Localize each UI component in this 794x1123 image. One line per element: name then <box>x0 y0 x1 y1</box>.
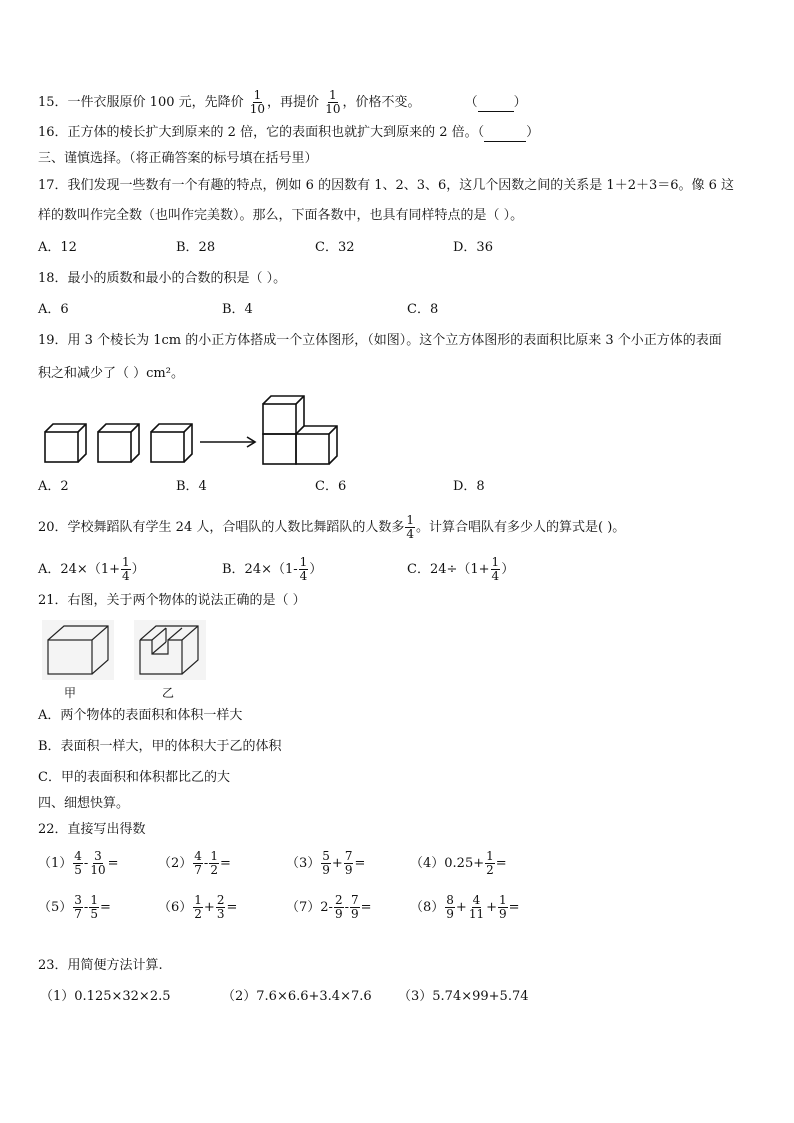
q19-line2: 积之和减少了（ ）cm²。 <box>38 366 184 381</box>
q22-item: （1） $\frac{4}{5}$ - $\frac{3}{10}$ = <box>38 849 119 877</box>
fraction: $\frac{1}{10}$ <box>249 88 266 116</box>
cube <box>151 424 192 462</box>
stacked-cubes <box>263 396 337 464</box>
fraction: $\frac{7}{9}$ <box>350 893 359 921</box>
q20-option-a[interactable]: A．24×（1+ $\frac{1}{4}$ ） <box>38 555 145 583</box>
q21: 21．右图，关于两个物体的说法正确的是（ ） <box>38 593 306 608</box>
fraction: $\frac{2}{9}$ <box>334 893 343 921</box>
fraction: $\frac{1}{5}$ <box>90 893 98 921</box>
q19-option-a[interactable]: A．2 <box>38 479 69 494</box>
q17-option-a[interactable]: A．12 <box>38 240 77 255</box>
arrow-icon <box>200 437 255 447</box>
fraction: $\frac{1}{4}$ <box>299 555 308 583</box>
q19-line1: 19．用 3 个棱长为 1cm 的小正方体搭成一个立体图形，（如图）。这个立方体图形的表面积比原来 3 个小正方体的表面 <box>38 333 722 348</box>
fraction: $\frac{8}{9}$ <box>446 893 454 921</box>
q22-item: （6） $\frac{1}{2}$ + $\frac{2}{3}$ = <box>158 893 238 921</box>
fraction: $\frac{1}{9}$ <box>499 893 507 921</box>
fraction: $\frac{3}{7}$ <box>74 893 82 921</box>
answer-blank[interactable] <box>484 125 526 142</box>
q18-option-c[interactable]: C．8 <box>407 302 439 317</box>
fraction: $\frac{1}{4}$ <box>406 513 414 541</box>
q17-line2: 样的数叫作完全数（也叫作完美数）。那么，下面各数中，也具有同样特点的是（ ）。 <box>38 208 524 223</box>
q23-item-2: （2）7.6×6.6+3.4×7.6 <box>222 989 372 1004</box>
q23-title: 23．用简便方法计算. <box>38 958 163 973</box>
caption-yi: 乙 <box>162 686 175 700</box>
q16: 16．正方体的棱长扩大到原来的 2 倍，它的表面积也就扩大到原来的 2 倍。（ ） <box>38 125 540 140</box>
q17-option-d[interactable]: D．36 <box>453 240 493 255</box>
cubes-figure <box>40 392 350 464</box>
fraction: $\frac{1}{10}$ <box>325 88 341 116</box>
q23-item-1: （1）0.125×32×2.5 <box>40 989 171 1004</box>
fraction: $\frac{1}{4}$ <box>122 555 130 583</box>
fraction: $\frac{1}{4}$ <box>491 555 500 583</box>
q17-option-b[interactable]: B．28 <box>176 240 216 255</box>
q20: 20．学校舞蹈队有学生 24 人，合唱队的人数比舞蹈队的人数多 $\frac{1}{4}$ 。计算合唱队有多少人的算式是( )。 <box>38 513 626 541</box>
q17-option-c[interactable]: C．32 <box>315 240 355 255</box>
q19-option-b[interactable]: B．4 <box>176 479 207 494</box>
q22-item: （5） $\frac{3}{7}$ - $\frac{1}{5}$ = <box>38 893 111 921</box>
fraction: $\frac{1}{2}$ <box>210 849 218 877</box>
caption-jia: 甲 <box>64 686 77 700</box>
q18: 18．最小的质数和最小的合数的积是（ ）。 <box>38 271 287 286</box>
answer-blank[interactable] <box>478 95 514 112</box>
q21-option-b[interactable]: B．表面积一样大，甲的体积大于乙的体积 <box>38 739 282 754</box>
cube <box>45 424 86 462</box>
fraction: $\frac{4}{5}$ <box>74 849 82 877</box>
q20-option-b[interactable]: B．24×（1- $\frac{1}{4}$ ） <box>222 555 323 583</box>
q18-option-b[interactable]: B．4 <box>222 302 253 317</box>
section-3-heading: 三、谨慎选择。（将正确答案的标号填在括号里） <box>38 151 318 166</box>
section-4-heading: 四、细想快算。 <box>38 796 130 811</box>
q19-option-c[interactable]: C．6 <box>315 479 347 494</box>
q21-option-c[interactable]: C．甲的表面积和体积都比乙的大 <box>38 770 230 785</box>
q17-line1: 17．我们发现一些数有一个有趣的特点，例如 6 的因数有 1、2、3、6，这几个因数之间的关系是 1＋2＋3＝6。像 6 这 <box>38 178 735 193</box>
q19-option-d[interactable]: D．8 <box>453 479 485 494</box>
cube <box>98 424 139 462</box>
fraction: $\frac{5}{9}$ <box>322 849 330 877</box>
q22-item: （7）2- $\frac{2}{9}$ - $\frac{7}{9}$ = <box>286 893 372 921</box>
q22-item: （2） $\frac{4}{7}$ - $\frac{1}{2}$ = <box>158 849 231 877</box>
fraction: $\frac{7}{9}$ <box>344 849 353 877</box>
fraction: $\frac{4}{11}$ <box>468 893 485 921</box>
q22-item: （3） $\frac{5}{9}$ + $\frac{7}{9}$ = <box>286 849 366 877</box>
fraction: $\frac{4}{7}$ <box>194 849 202 877</box>
q22-item: （4）0.25+ $\frac{1}{2}$ = <box>410 849 507 877</box>
fraction: $\frac{3}{10}$ <box>90 849 106 877</box>
q15-pre: 15． <box>38 95 68 110</box>
q22-item: （8） $\frac{8}{9}$ + $\frac{4}{11}$ + $\frac{1}{9}$ = <box>410 893 520 921</box>
q18-option-a[interactable]: A．6 <box>38 302 69 317</box>
q23-item-3: （3）5.74×99+5.74 <box>398 989 529 1004</box>
q21-option-a[interactable]: A．两个物体的表面积和体积一样大 <box>38 708 243 723</box>
q22-title: 22．直接写出得数 <box>38 822 146 837</box>
q15: 15．一件衣服原价 100 元，先降价 $\frac{1}{10}$ ，再提价 $\frac{1}{10}$ ，价格不变。 （ ） <box>38 88 527 116</box>
fraction: $\frac{2}{3}$ <box>216 893 225 921</box>
objects-figure <box>42 620 212 682</box>
fraction: $\frac{1}{2}$ <box>194 893 202 921</box>
q20-option-c[interactable]: C．24÷（1+ $\frac{1}{4}$ ） <box>407 555 515 583</box>
fraction: $\frac{1}{2}$ <box>486 849 494 877</box>
